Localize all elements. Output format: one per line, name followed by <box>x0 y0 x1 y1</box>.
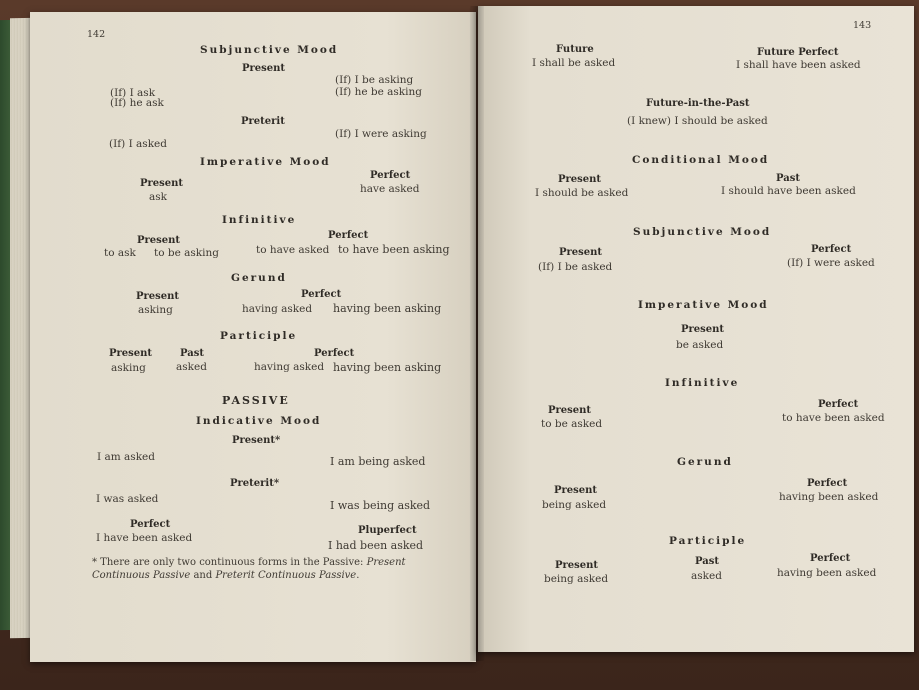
form-text: asked <box>176 361 207 373</box>
form-text: having been asking <box>333 361 442 374</box>
right-page <box>478 6 914 652</box>
section-heading-participle: Participle <box>220 330 298 342</box>
label-perfect: Perfect <box>130 519 171 530</box>
section-heading-subjunctive: Subjunctive Mood <box>200 44 339 56</box>
label-perfect: Perfect <box>314 348 355 359</box>
form-text: having asked <box>254 361 325 373</box>
label-perfect: Perfect <box>810 553 851 564</box>
form-text: I had been asked <box>328 539 424 552</box>
label-past: Past <box>180 348 204 359</box>
section-heading-imperative: Imperative Mood <box>638 299 769 311</box>
label-present: Present <box>681 324 725 335</box>
form-text: asking <box>111 362 146 374</box>
label-perfect: Perfect <box>818 399 859 410</box>
label-present: Present <box>559 247 603 258</box>
form-text: to have been asked <box>782 412 885 424</box>
book-gutter <box>470 6 484 661</box>
footnote-text: . <box>356 570 360 581</box>
form-text: to ask <box>104 247 136 259</box>
page-number: 143 <box>853 20 872 31</box>
form-text: (If) he be asking <box>335 86 423 98</box>
form-text: I shall have been asked <box>736 59 861 71</box>
form-text: to have asked <box>256 244 330 256</box>
label-preterit: Preterit* <box>230 478 280 489</box>
form-text: I was asked <box>96 493 159 505</box>
label-pluperfect: Pluperfect <box>358 525 417 536</box>
form-text: have asked <box>360 183 420 195</box>
section-heading-imperative: Imperative Mood <box>200 156 331 168</box>
section-heading-infinitive: Infinitive <box>665 377 740 389</box>
label-future: Future <box>556 44 594 55</box>
label-future-in-the-past: Future-in-the-Past <box>646 98 750 109</box>
label-present: Present <box>137 235 181 246</box>
section-heading-infinitive: Infinitive <box>222 214 297 226</box>
form-text: (If) I be asked <box>538 261 613 273</box>
form-text: having asked <box>242 303 313 315</box>
label-present: Present* <box>232 435 281 446</box>
section-heading-conditional: Conditional Mood <box>632 154 770 166</box>
form-text: asking <box>138 304 173 316</box>
section-heading-participle: Participle <box>669 535 747 547</box>
label-perfect: Perfect <box>370 170 411 181</box>
section-heading-gerund: Gerund <box>231 272 287 284</box>
form-text: to have been asking <box>338 243 450 256</box>
section-heading-passive: PASSIVE <box>222 394 290 407</box>
form-text: to be asked <box>541 418 603 430</box>
form-text: (If) I ask <box>110 87 156 99</box>
form-text: I have been asked <box>96 532 193 544</box>
label-present: Present <box>558 174 602 185</box>
footnote-italic: Present Continuous Passive <box>92 557 406 581</box>
label-perfect: Perfect <box>301 289 342 300</box>
form-text: I should have been asked <box>721 185 856 197</box>
label-perfect: Perfect <box>811 244 852 255</box>
form-text: (If) I asked <box>109 138 167 150</box>
label-present: Present <box>242 63 286 74</box>
label-present: Present <box>555 560 599 571</box>
form-text: (If) I were asking <box>335 128 427 140</box>
form-text: asked <box>691 570 722 582</box>
label-past: Past <box>695 556 719 567</box>
label-present: Present <box>109 348 153 359</box>
footnote-italic: Preterit Continuous Passive <box>215 570 357 581</box>
form-text: (If) he ask <box>110 97 164 109</box>
label-past: Past <box>776 173 800 184</box>
form-text: (If) I were asked <box>787 257 875 269</box>
label-present: Present <box>136 291 180 302</box>
form-text: ask <box>149 191 168 203</box>
section-heading-indicative: Indicative Mood <box>196 415 322 427</box>
label-present: Present <box>554 485 598 496</box>
label-perfect: Perfect <box>328 230 369 241</box>
form-text: having been asking <box>333 302 442 315</box>
section-heading-gerund: Gerund <box>677 456 733 468</box>
footnote <box>92 556 444 582</box>
form-text: to be asking <box>154 247 220 259</box>
form-text: (I knew) I should be asked <box>627 115 768 127</box>
form-text: I am being asked <box>330 455 426 468</box>
section-heading-subjunctive: Subjunctive Mood <box>633 226 772 238</box>
footnote-text: and <box>190 570 216 581</box>
page-number: 142 <box>87 29 106 40</box>
footnote-text: * There are only two continuous forms in the Passive: <box>92 557 367 568</box>
form-text: I am asked <box>97 451 155 463</box>
label-present: Present <box>548 405 592 416</box>
label-present: Present <box>140 178 184 189</box>
label-preterit: Preterit <box>241 116 285 127</box>
form-text: being asked <box>544 573 609 585</box>
form-text: be asked <box>676 339 724 351</box>
form-text: having been asked <box>779 491 879 503</box>
label-future-perfect: Future Perfect <box>757 47 839 58</box>
form-text: I was being asked <box>330 499 431 512</box>
label-perfect: Perfect <box>807 478 848 489</box>
form-text: I shall be asked <box>532 57 616 69</box>
form-text: having been asked <box>777 567 877 579</box>
form-text: I should be asked <box>535 187 629 199</box>
form-text: (If) I be asking <box>335 74 414 86</box>
form-text: being asked <box>542 499 607 511</box>
